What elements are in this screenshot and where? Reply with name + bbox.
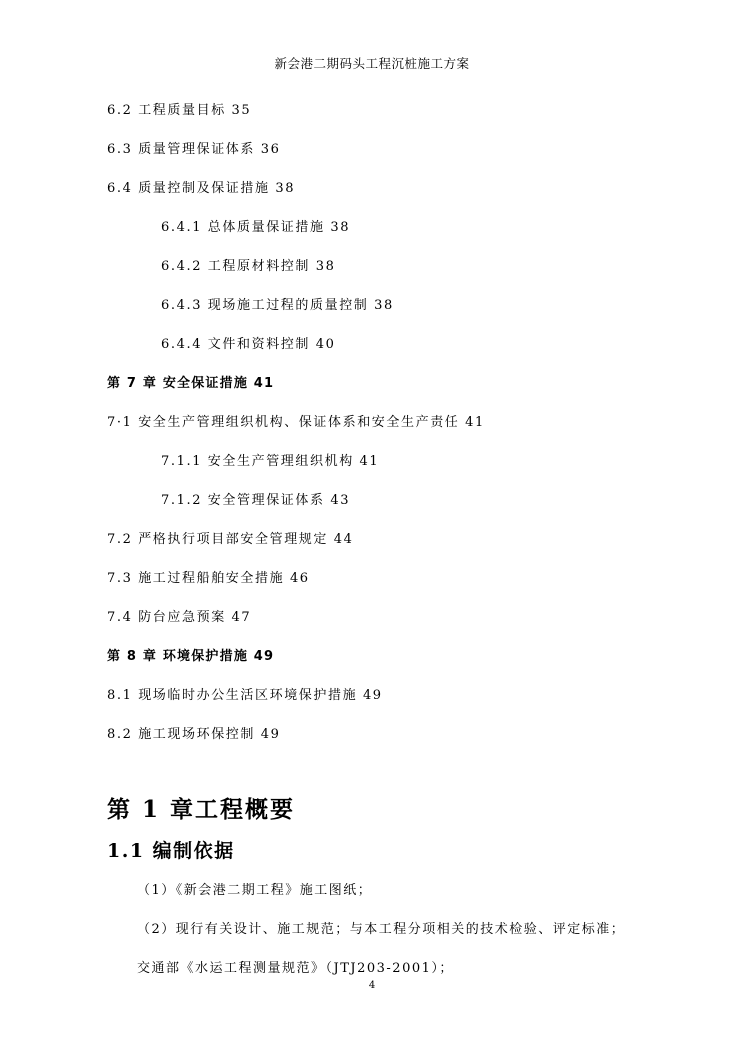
toc-entry[interactable]: 7.2 严格执行项目部安全管理规定 44 <box>107 532 354 547</box>
toc-entry[interactable]: 7.3 施工过程船舶安全措施 46 <box>107 571 310 586</box>
toc-entry[interactable]: 7.1.1 安全生产管理组织机构 41 <box>161 454 380 469</box>
page-number: 4 <box>368 980 376 991</box>
toc-chapter-entry[interactable]: 第 8 章 环境保护措施 49 <box>107 649 275 664</box>
toc-entry[interactable]: 6.4.2 工程原材料控制 38 <box>161 259 336 274</box>
toc-entry[interactable]: 8.1 现场临时办公生活区环境保护措施 49 <box>107 688 383 703</box>
section-heading: 1.1 编制依据 <box>107 840 235 862</box>
body-paragraph: 交通部《水运工程测量规范》（JTJ203-2001）； <box>137 961 454 976</box>
toc-entry[interactable]: 8.2 施工现场环保控制 49 <box>107 727 281 742</box>
body-paragraph: （1）《新会港二期工程》施工图纸； <box>137 883 373 898</box>
body-paragraph: （2）现行有关设计、施工规范；与本工程分项相关的技术检验、评定标准； <box>137 922 626 937</box>
toc-entry[interactable]: 6.4.3 现场施工过程的质量控制 38 <box>161 298 394 313</box>
toc-entry[interactable]: 7.4 防台应急预案 47 <box>107 610 252 625</box>
toc-entry[interactable]: 6.3 质量管理保证体系 36 <box>107 142 281 157</box>
toc-entry[interactable]: 6.4.1 总体质量保证措施 38 <box>161 220 351 235</box>
toc-entry[interactable]: 6.2 工程质量目标 35 <box>107 103 252 118</box>
running-header: 新会港二期码头工程沉桩施工方案 <box>274 56 470 71</box>
chapter-heading: 第 1 章工程概要 <box>107 796 296 823</box>
toc-entry[interactable]: 6.4.4 文件和资料控制 40 <box>161 337 336 352</box>
toc-entry[interactable]: 7.1.2 安全管理保证体系 43 <box>161 493 351 508</box>
toc-chapter-entry[interactable]: 第 7 章 安全保证措施 41 <box>107 376 275 391</box>
toc-entry[interactable]: 7·1 安全生产管理组织机构、保证体系和安全生产责任 41 <box>107 415 485 430</box>
toc-entry[interactable]: 6.4 质量控制及保证措施 38 <box>107 181 296 196</box>
